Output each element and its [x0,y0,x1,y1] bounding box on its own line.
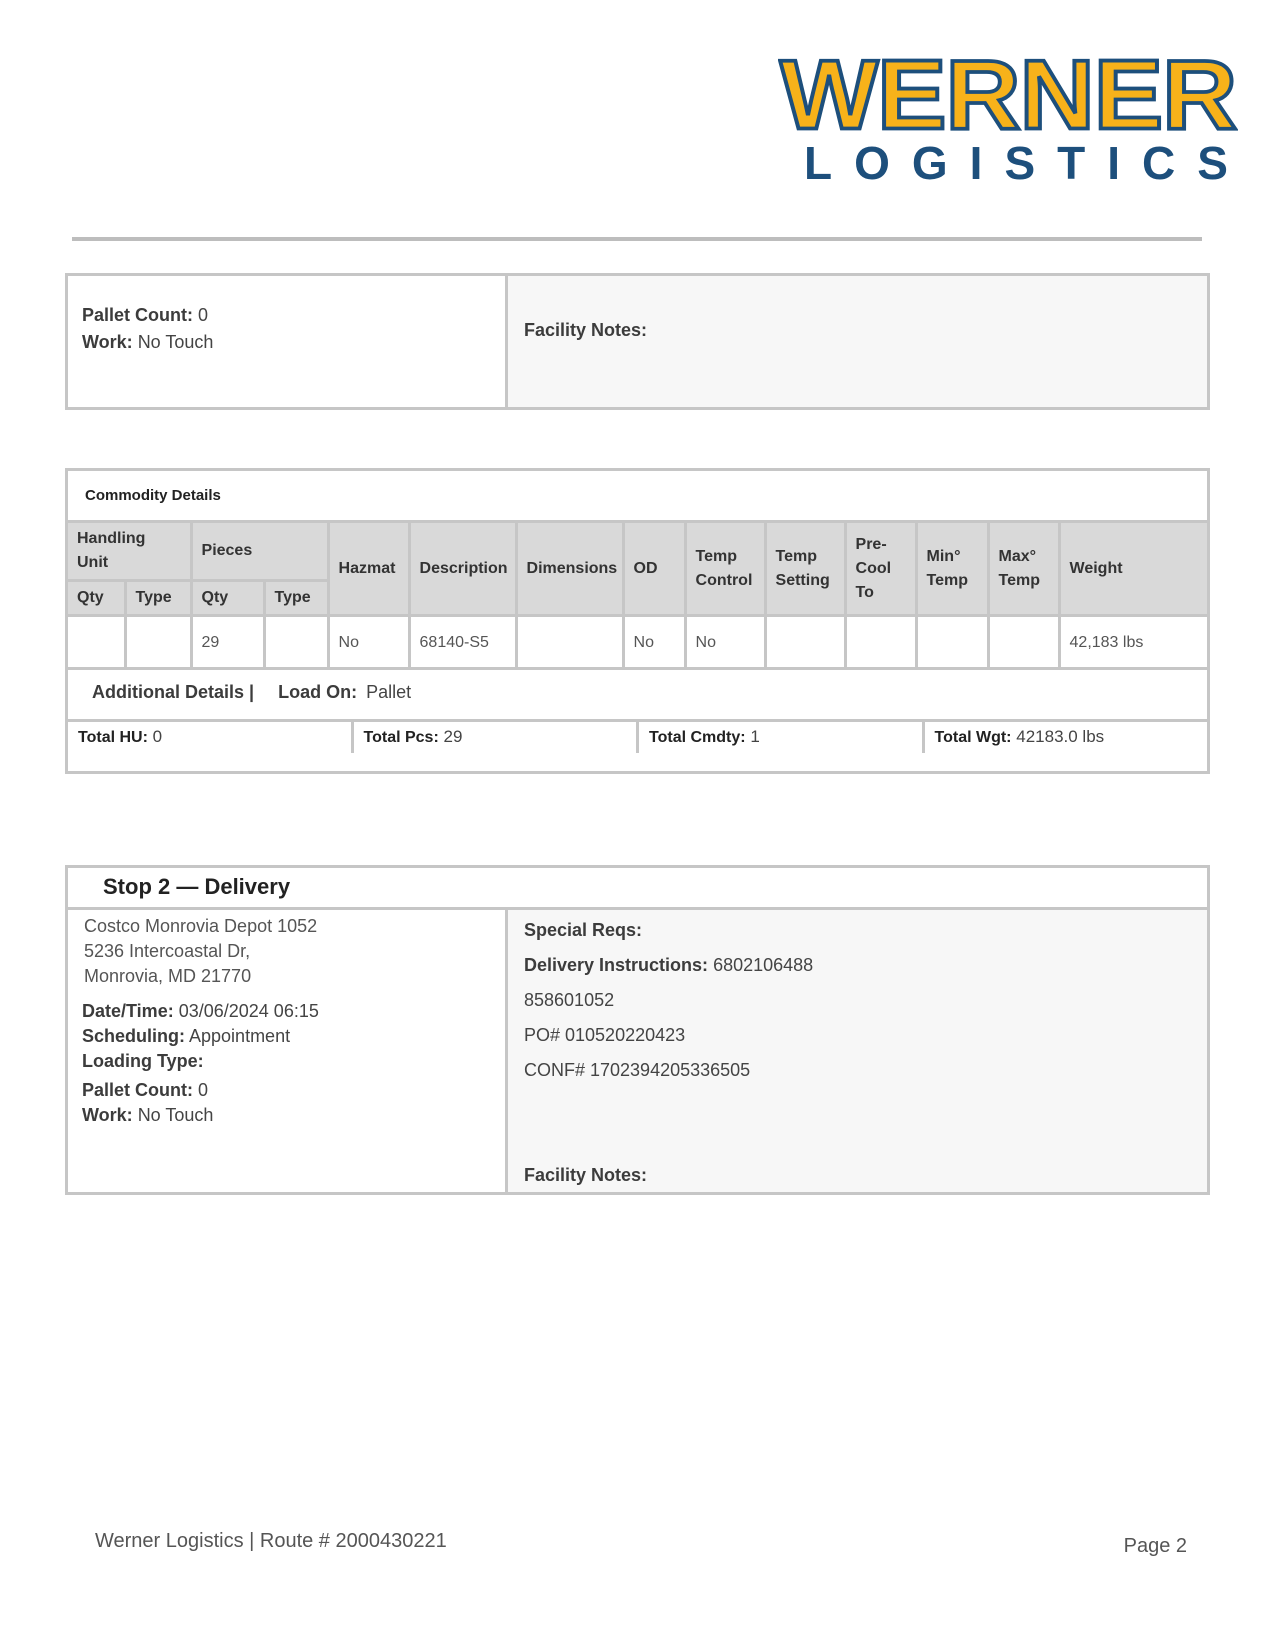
th-max-temp: Max° Temp [988,523,1059,616]
cell-temp-setting [765,616,845,669]
th-od: OD [623,523,685,616]
stop2-delivery-panel [65,865,1210,1195]
stop1-facility-notes [508,276,1207,407]
total-cmdty [639,722,925,753]
cell-hu-qty [68,616,125,669]
totals-row [68,722,1207,753]
total-pcs-value: 29 [443,727,463,746]
additional-details-label: Additional Details | [92,682,255,702]
footer-route: Werner Logistics | Route # 2000430221 [95,1530,447,1552]
table-row [68,616,1207,669]
total-hu-value: 0 [152,727,163,746]
cell-pre-cool-to [845,616,916,669]
loading-type-label: Loading Type: [82,1051,204,1071]
datetime-label: Date/Time: [82,1001,174,1021]
stop2-notes [508,910,1207,1192]
work-label: Work: [82,332,133,352]
total-wgt [925,722,1208,753]
stop1-details [68,276,508,407]
total-hu [68,722,354,753]
additional-details [68,670,1207,722]
total-hu-label: Total HU: [78,729,148,746]
th-temp-setting: Temp Setting [765,523,845,616]
scheduling-label: Scheduling: [82,1026,185,1046]
delivery-instructions-label: Delivery Instructions: [524,955,709,975]
commodity-title: Commodity Details [68,471,1207,523]
po-number: PO# 010520220423 [524,1025,686,1045]
th-temp-control: Temp Control [685,523,765,616]
stop2-title: Stop 2 — Delivery [68,868,1207,910]
logo-wordmark: WERNER [780,39,1237,151]
total-wgt-value: 42183.0 lbs [1016,727,1105,746]
header-divider [72,237,1202,241]
th-description: Description [409,523,516,616]
facility-notes-label: Facility Notes: [524,320,648,340]
cell-max-temp [988,616,1059,669]
th-handling-unit: Handling Unit [68,523,191,581]
page-number: Page 2 [1123,1535,1187,1557]
facility-name: Costco Monrovia Depot 1052 [84,916,318,936]
th-hu-qty: Qty [68,581,125,616]
reference-number: 858601052 [524,990,615,1010]
cell-od: No [623,616,685,669]
commodity-table [68,523,1207,670]
cell-dimensions [516,616,623,669]
cell-temp-control: No [685,616,765,669]
cell-hazmat: No [328,616,409,669]
logo-subtitle: LOGISTICS [804,137,1250,189]
th-hu-type: Type [125,581,191,616]
th-min-temp: Min° Temp [916,523,988,616]
facility-notes-label: Facility Notes: [524,1165,648,1185]
datetime-value: 03/06/2024 06:15 [178,1001,319,1021]
company-logo [780,39,1250,190]
th-pcs-type: Type [264,581,328,616]
th-weight: Weight [1059,523,1207,616]
delivery-instructions-value: 6802106488 [713,955,814,975]
cell-pcs-qty: 29 [191,616,264,669]
cell-weight: 42,183 lbs [1059,616,1207,669]
pallet-count-value: 0 [198,1080,209,1100]
cell-description: 68140-S5 [409,616,516,669]
address-line1: 5236 Intercoastal Dr, [84,941,251,961]
load-on-label: Load On: [278,682,358,702]
pallet-count-value: 0 [198,305,209,325]
work-value: No Touch [137,332,214,352]
total-pcs-label: Total Pcs: [363,729,439,746]
scheduling-value: Appointment [189,1026,291,1046]
stop2-details [68,910,508,1192]
pallet-count-label: Pallet Count: [82,305,193,325]
cell-min-temp [916,616,988,669]
th-hazmat: Hazmat [328,523,409,616]
stop1-summary-panel [65,273,1210,410]
total-cmdty-label: Total Cmdty: [649,729,746,746]
th-pre-cool-to: Pre-Cool To [845,523,916,616]
total-wgt-label: Total Wgt: [934,729,1012,746]
load-on-value: Pallet [366,682,412,702]
th-pieces: Pieces [191,523,328,581]
th-dimensions: Dimensions [516,523,623,616]
pallet-count-label: Pallet Count: [82,1080,193,1100]
special-reqs-label: Special Reqs: [524,920,643,940]
work-label: Work: [82,1105,133,1125]
total-pcs [354,722,640,753]
conf-number: CONF# 1702394205336505 [524,1060,751,1080]
th-pcs-qty: Qty [191,581,264,616]
cell-pcs-type [264,616,328,669]
address-line2: Monrovia, MD 21770 [84,966,252,986]
cell-hu-type [125,616,191,669]
work-value: No Touch [137,1105,214,1125]
commodity-details-panel [65,468,1210,774]
total-cmdty-value: 1 [750,727,760,746]
